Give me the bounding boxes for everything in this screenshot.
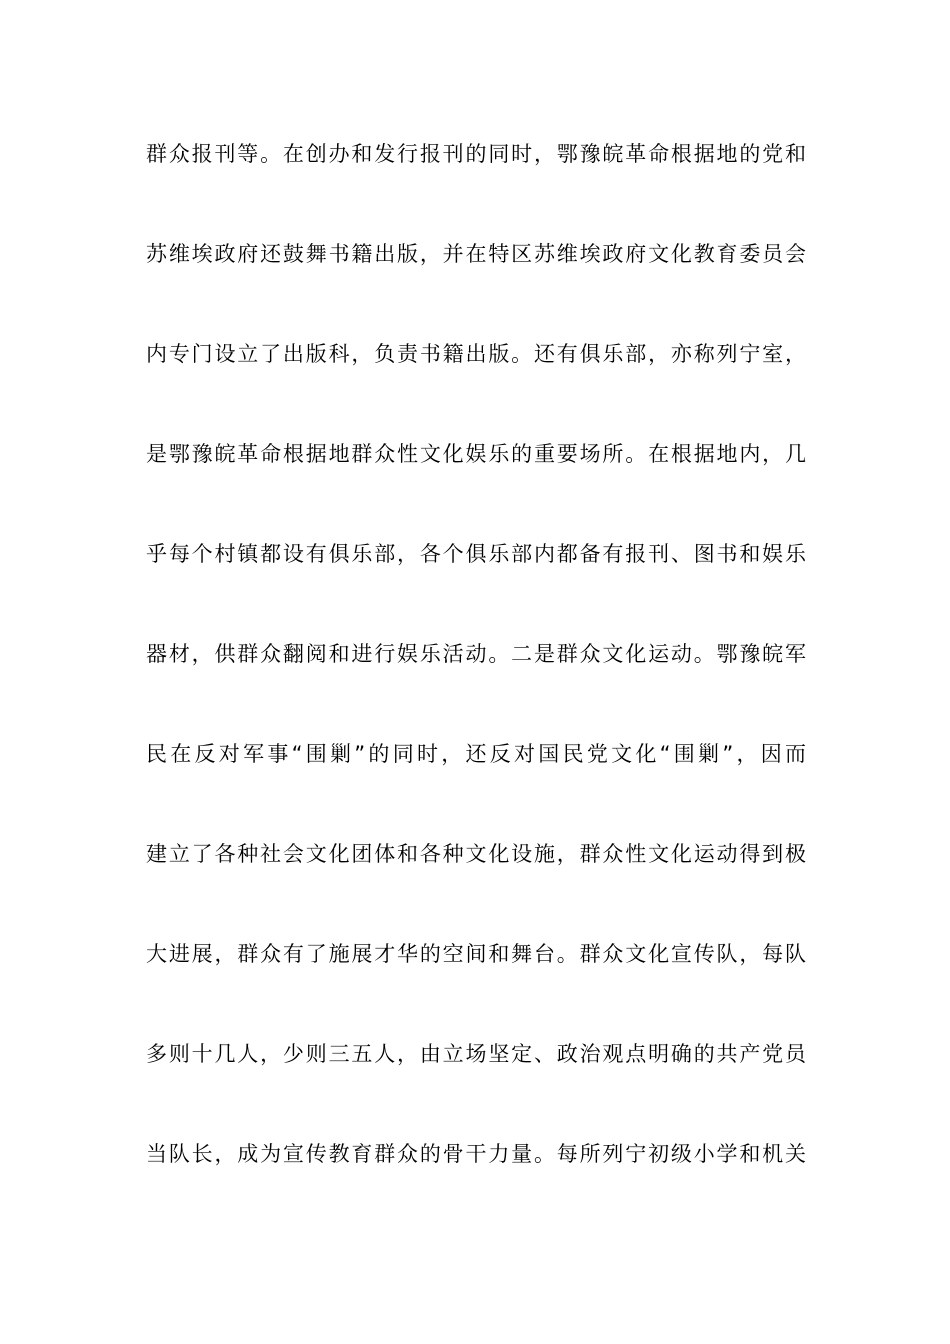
text-line: 群众报刊等。在创办和发行报刊的同时，鄂豫皖革命根据地的党和 [146,142,806,166]
text-line: 内专门设立了出版科，负责书籍出版。还有俱乐部，亦称列宁室， [146,342,806,366]
text-line: 器材，供群众翻阅和进行娱乐活动。二是群众文化运动。鄂豫皖军 [146,642,806,666]
text-line: 民在反对军事“围剿”的同时，还反对国民党文化“围剿”，因而 [146,742,806,766]
text-line: 乎每个村镇都设有俱乐部，各个俱乐部内都备有报刊、图书和娱乐 [146,542,806,566]
text-line: 建立了各种社会文化团体和各种文化设施，群众性文化运动得到极 [146,842,806,866]
text-line: 大进展，群众有了施展才华的空间和舞台。群众文化宣传队，每队 [146,942,806,966]
body-text [146,132,806,1232]
text-line: 多则十几人，少则三五人，由立场坚定、政治观点明确的共产党员 [146,1042,806,1066]
text-line: 是鄂豫皖革命根据地群众性文化娱乐的重要场所。在根据地内，几 [146,442,806,466]
text-line: 苏维埃政府还鼓舞书籍出版，并在特区苏维埃政府文化教育委员会 [146,242,806,266]
text-line: 当队长，成为宣传教育群众的骨干力量。每所列宁初级小学和机关 [146,1142,806,1166]
